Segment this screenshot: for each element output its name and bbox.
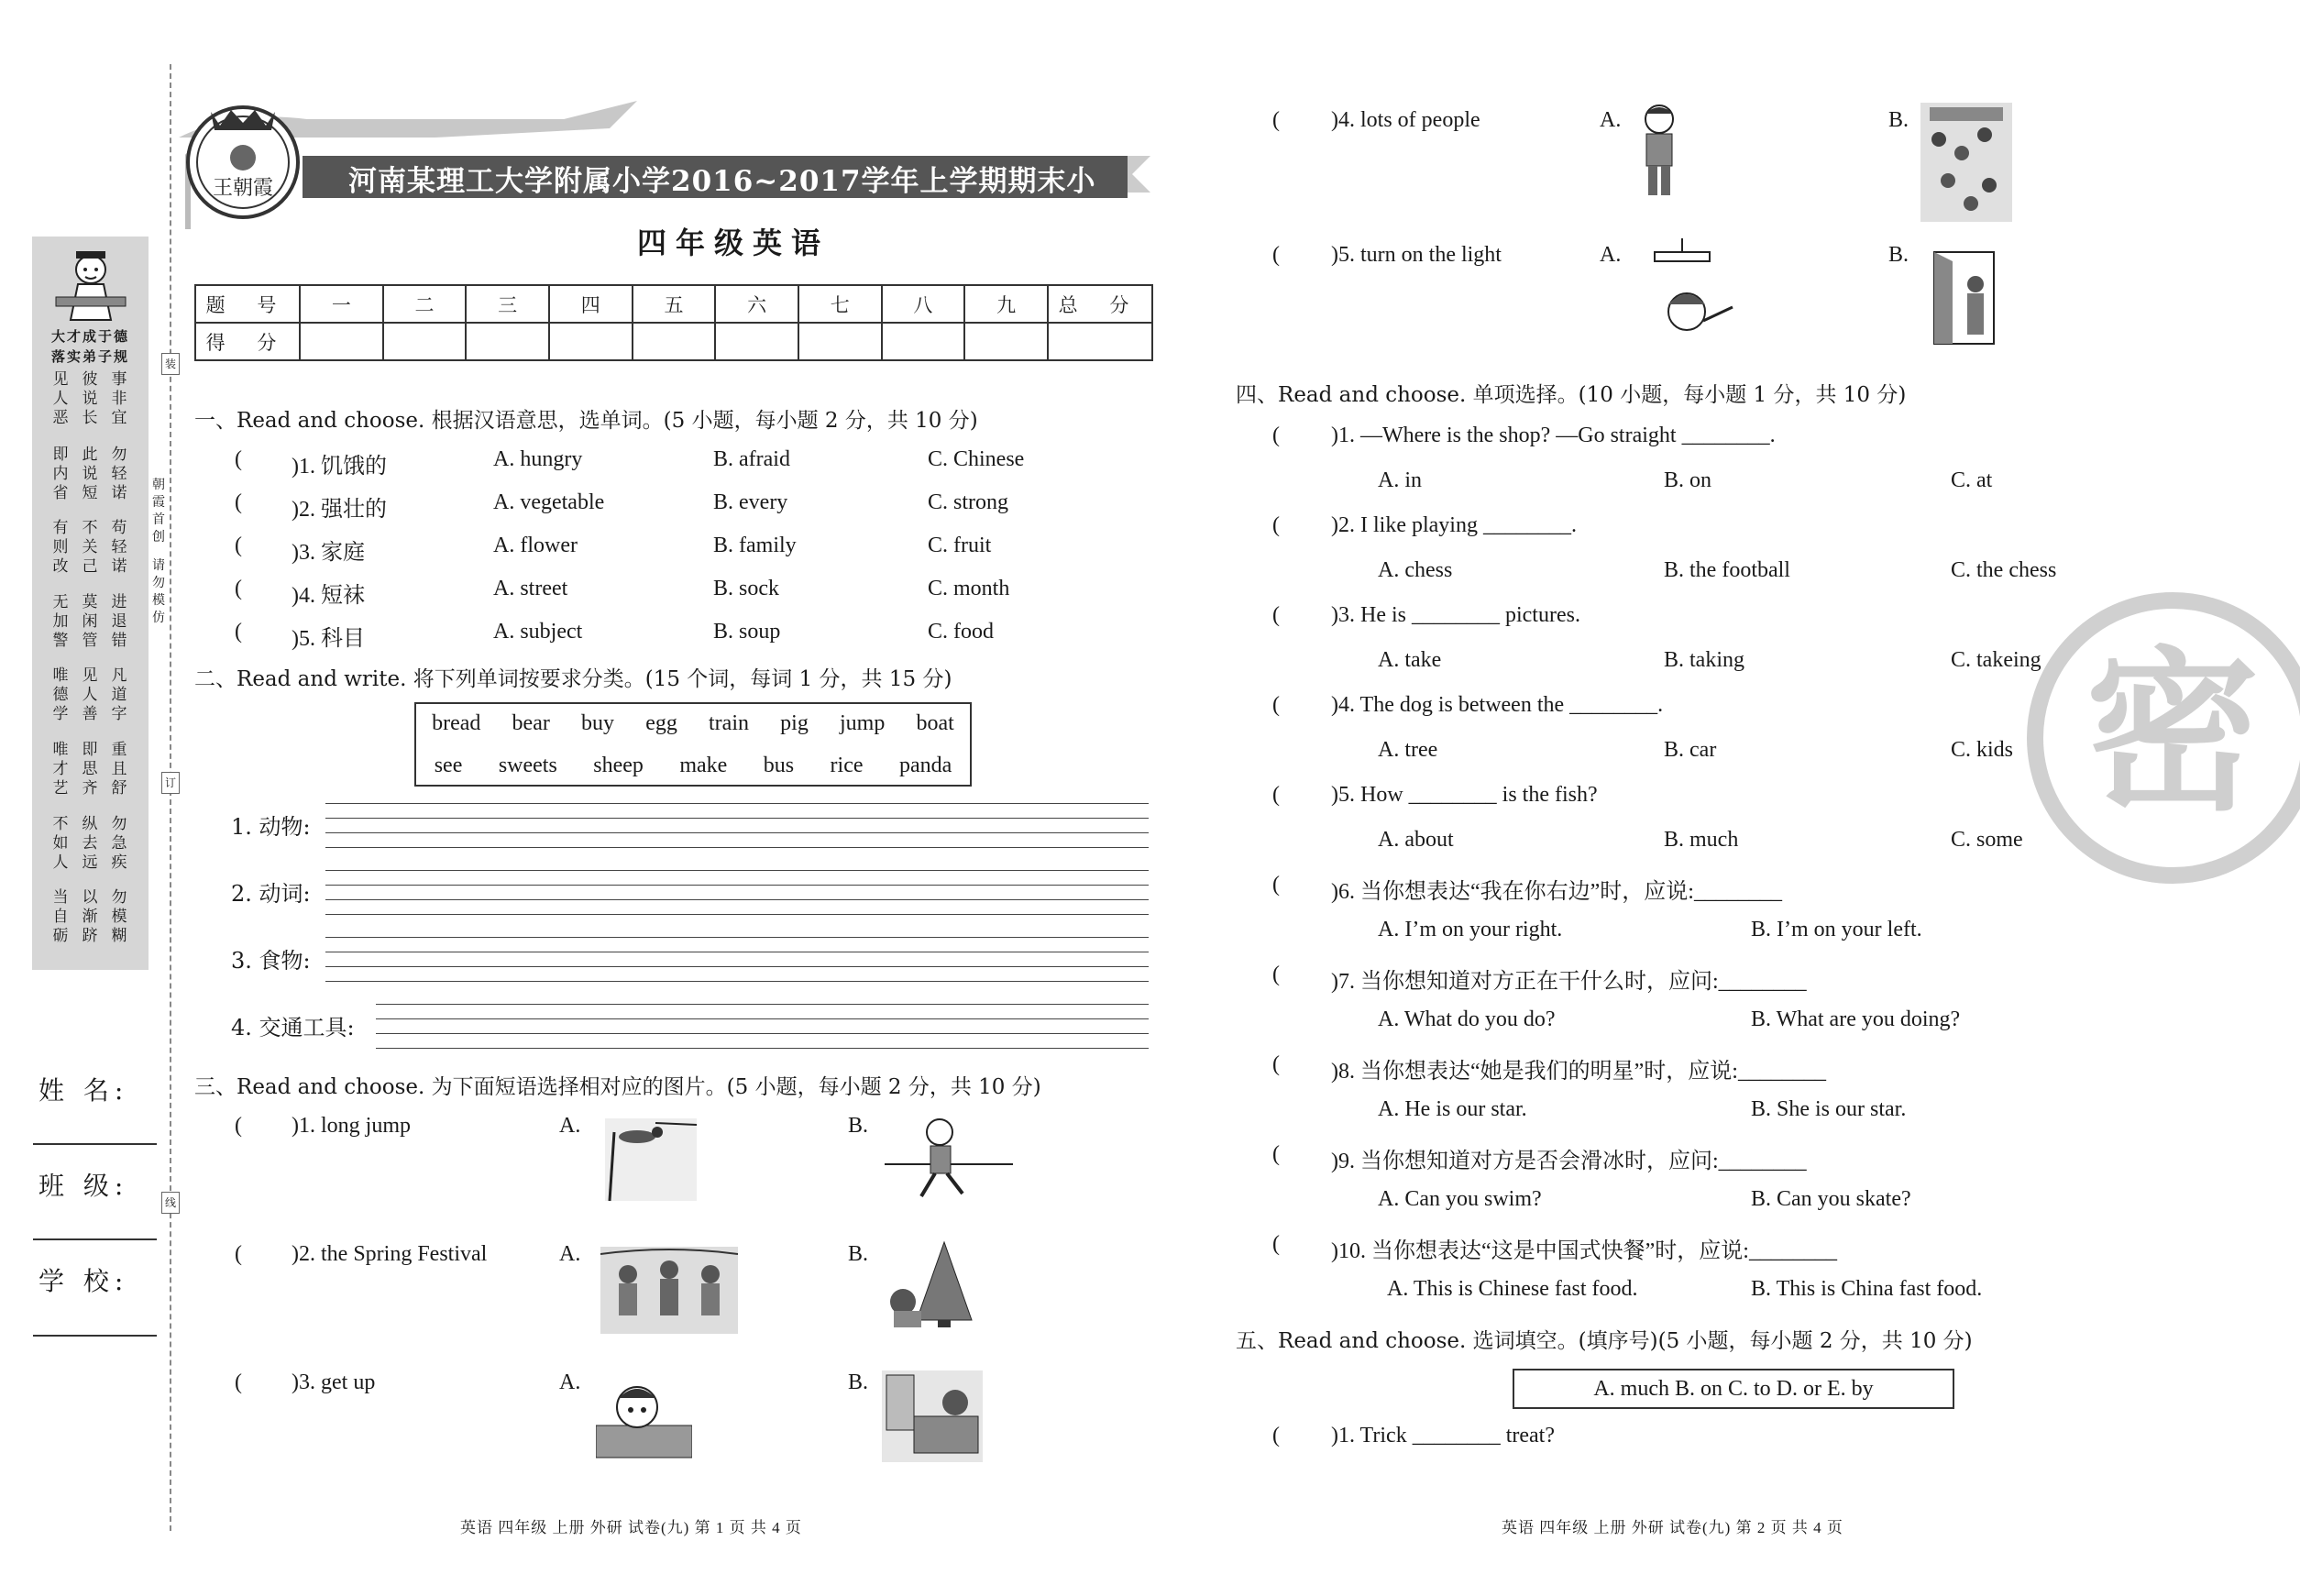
exam-title: 河南某理工大学附属小学2016~2017学年上学期期末小学素质教育检测试卷 (348, 165, 1096, 239)
motto-column: 即 内 省 (52, 446, 69, 502)
answer-paren[interactable]: ( (1272, 1232, 1280, 1256)
answer-paren[interactable]: ( (1272, 873, 1280, 897)
option-b: B. car (1664, 738, 1717, 762)
scholar-mascot-icon (45, 242, 137, 326)
subject-title: 四年级英语 (636, 226, 830, 260)
option-b: B. Can you skate? (1751, 1187, 1911, 1211)
word: jump (840, 711, 886, 735)
question-text: )7. 当你想知道对方正在干什么时，应问:________ (1331, 970, 1807, 994)
motto-column: 彼 说 长 (82, 370, 98, 427)
word: bus (763, 754, 795, 777)
score-header-cell: 九 (964, 285, 1048, 323)
question-text: )8. 当你想表达“她是我们的明星”时，应说:________ (1331, 1060, 1826, 1084)
motto-column: 勿 急 疾 (111, 815, 127, 872)
question-text: )6. 当你想表达“我在你右边”时，应说:________ (1331, 880, 1782, 904)
score-cell[interactable] (1048, 323, 1152, 360)
motto-column: 凡 道 字 (111, 666, 127, 723)
writing-line (325, 937, 1149, 938)
option-a: A. (559, 1242, 581, 1266)
word: sweets (498, 754, 557, 777)
question-text: )3. get up (292, 1370, 376, 1394)
section-1-title: 一、Read and choose. 根据汉语意思，选单词。(5 小题，每小题 2 分，共 10 分) (194, 409, 978, 433)
motto-column: 纵 去 远 (82, 815, 98, 872)
writing-line[interactable] (376, 1033, 1149, 1034)
option-b: B. every (713, 490, 788, 514)
boy-sleeping-picture (882, 1370, 983, 1462)
option-b: B. She is our star. (1751, 1097, 1907, 1121)
writing-line (325, 885, 1149, 886)
answer-paren[interactable]: ( (1272, 693, 1280, 717)
question-text: )1. 饥饿的 (292, 455, 387, 479)
category-label-animals: 1. 动物: (231, 814, 311, 840)
motto-column: 进 退 错 (111, 593, 127, 650)
answer-paren[interactable]: ( (1272, 1142, 1280, 1166)
motto-column: 莫 闲 管 (82, 593, 98, 650)
option-b: B. (848, 1242, 869, 1266)
option-a: A. street (493, 577, 568, 600)
score-header-cell: 三 (466, 285, 549, 323)
section-3-title: 三、Read and choose. 为下面短语选择相对应的图片。(5 小题，每小题 2 分，共 10 分) (194, 1075, 1041, 1099)
question-text: )1. Trick ________ treat? (1331, 1424, 1555, 1447)
writing-line[interactable] (325, 966, 1149, 967)
single-boy-picture (1632, 103, 1687, 199)
option-c: C. Chinese (928, 447, 1025, 471)
motto-column: 见 人 善 (82, 666, 98, 723)
word-bank-box (414, 702, 972, 787)
question-text: )4. lots of people (1331, 108, 1480, 132)
fill-in-options-box: A. much B. on C. to D. or E. by (1513, 1369, 1954, 1409)
question-text: )9. 当你想知道对方是否会滑冰时，应问:________ (1331, 1150, 1807, 1173)
writing-line (325, 803, 1149, 804)
option-b: B. the football (1664, 558, 1790, 582)
option-b: B. afraid (713, 447, 790, 471)
answer-paren[interactable]: ( (235, 534, 242, 557)
option-a: A. (1600, 108, 1622, 132)
motto-column: 事 非 宜 (111, 370, 127, 427)
motto-column: 见 人 恶 (52, 370, 69, 427)
name-label: 姓 名: (39, 1075, 129, 1106)
word: sheep (593, 754, 644, 777)
word-bank-row (416, 754, 970, 778)
answer-paren[interactable]: ( (235, 577, 242, 600)
option-c: C. some (1951, 828, 2023, 852)
option-b: B. much (1664, 828, 1739, 852)
score-cell[interactable] (300, 323, 383, 360)
word-bank-row (416, 711, 970, 736)
writing-line[interactable] (325, 899, 1149, 900)
option-c: C. fruit (928, 534, 992, 557)
option-a: A. Can you swim? (1378, 1187, 1542, 1211)
score-header-cell: 总 分 (1048, 285, 1152, 323)
question-text: )1. long jump (292, 1114, 411, 1138)
option-c: C. food (928, 620, 994, 644)
score-table-header-row (195, 285, 1152, 323)
seal-mark-zhuang: 装 (161, 353, 180, 375)
question-text: )3. He is ________ pictures. (1331, 603, 1580, 627)
option-a: A. take (1378, 648, 1442, 672)
score-table-score-row (195, 323, 1152, 360)
category-label-food: 3. 食物: (231, 948, 311, 974)
option-a: A. subject (493, 620, 583, 644)
boy-opening-door-picture (1925, 248, 2003, 348)
score-cell[interactable] (383, 323, 467, 360)
option-a: A. tree (1378, 738, 1438, 762)
writing-line (325, 847, 1149, 848)
option-b: B. What are you doing? (1751, 1007, 1961, 1031)
score-header-cell: 四 (549, 285, 633, 323)
score-table (194, 284, 1153, 361)
answer-paren[interactable]: ( (1272, 963, 1280, 986)
option-a: A. What do you do? (1378, 1007, 1556, 1031)
answer-paren[interactable]: ( (1272, 603, 1280, 627)
option-a: A. He is our star. (1378, 1097, 1527, 1121)
question-text: )5. 科目 (292, 627, 365, 651)
wangzhaoxia-logo-icon (183, 103, 303, 222)
motto-column: 不 如 人 (52, 815, 69, 872)
word: rice (830, 754, 864, 777)
option-b: B. on (1664, 468, 1712, 492)
option-b: B. (848, 1114, 869, 1138)
logo-text: 王朝霞 (212, 177, 274, 200)
writing-line (325, 981, 1149, 982)
option-b: B. This is China fast food. (1751, 1277, 1983, 1301)
question-text: )4. The dog is between the ________. (1331, 693, 1664, 717)
motto-column: 即 思 齐 (82, 741, 98, 798)
option-c: C. the chess (1951, 558, 2057, 582)
motto-column: 无 加 警 (52, 593, 69, 650)
option-c: C. kids (1951, 738, 2014, 762)
school-label: 学 校: (39, 1266, 129, 1296)
seal-mark-ding: 订 (161, 772, 180, 794)
motto-column: 有 则 改 (52, 519, 69, 576)
option-c: C. strong (928, 490, 1009, 514)
motto-column: 重 且 舒 (111, 741, 127, 798)
answer-paren[interactable]: ( (1272, 243, 1280, 267)
word: train (709, 711, 749, 735)
section-5-title: 五、Read and choose. 选词填空。(填序号)(5 小题，每小题 2 分，共 10 分) (1236, 1329, 1973, 1353)
writing-line (376, 1004, 1149, 1005)
option-a: A. (1600, 243, 1622, 267)
score-cell[interactable] (798, 323, 882, 360)
page-1-footer: 英语 四年级 上册 外研 试卷(九) 第 1 页 共 4 页 (460, 1519, 802, 1536)
option-a: A. in (1378, 468, 1422, 492)
long-jump-pole-vault-picture (600, 1114, 701, 1205)
score-cell[interactable] (715, 323, 798, 360)
writing-line (325, 870, 1149, 871)
boy-running-jump-picture (885, 1109, 1013, 1210)
option-a: A. vegetable (493, 490, 605, 514)
word: buy (581, 711, 615, 735)
option-b: B. I’m on your left. (1751, 918, 1922, 941)
answer-paren[interactable]: ( (1272, 424, 1280, 447)
boy-turning-on-lamp-picture (1632, 238, 1760, 347)
category-label-transport: 4. 交通工具: (231, 1015, 355, 1040)
question-text: )1. —Where is the shop? —Go straight ________. (1331, 424, 1776, 447)
motto-column: 苟 轻 诺 (111, 519, 127, 576)
question-text: )2. the Spring Festival (292, 1242, 488, 1266)
score-header-cell: 八 (882, 285, 965, 323)
option-a: A. (559, 1370, 581, 1394)
word: see (434, 754, 463, 777)
word: panda (898, 754, 952, 777)
score-header-cell: 二 (383, 285, 467, 323)
option-b: B. (1888, 243, 1909, 267)
section-4-title: 四、Read and choose. 单项选择。(10 小题，每小题 1 分，共 10 分) (1236, 383, 1907, 407)
page-2-footer: 英语 四年级 上册 外研 试卷(九) 第 2 页 共 4 页 (1502, 1519, 1843, 1536)
binding-dashed-line (170, 64, 171, 1531)
boy-waking-up-picture (596, 1375, 692, 1462)
writing-line[interactable] (325, 832, 1149, 833)
option-b: B. sock (713, 577, 779, 600)
answer-paren[interactable]: ( (235, 620, 242, 644)
answer-paren[interactable]: ( (1272, 1052, 1280, 1076)
writing-line (376, 1018, 1149, 1019)
option-a: A. chess (1378, 558, 1453, 582)
score-row-label: 得 分 (195, 323, 300, 360)
question-text: )2. 强壮的 (292, 498, 387, 522)
writing-line (376, 1048, 1149, 1049)
motto-column: 唯 德 学 (52, 666, 69, 723)
option-a: A. hungry (493, 447, 583, 471)
option-c: C. at (1951, 468, 1993, 492)
seal-mark-xian: 线 (161, 1192, 180, 1214)
motto-column: 以 渐 跻 (82, 888, 98, 945)
answer-paren[interactable]: ( (1272, 513, 1280, 537)
question-text: )4. 短袜 (292, 584, 365, 608)
motto-column: 不 关 己 (82, 519, 98, 576)
option-a: A. flower (493, 534, 578, 557)
option-b: B. (848, 1370, 869, 1394)
motto-column: 勿 轻 诺 (111, 446, 127, 502)
word: bread (432, 711, 481, 735)
answer-paren[interactable]: ( (235, 1242, 242, 1266)
option-a: A. about (1378, 828, 1454, 852)
option-b: B. (1888, 108, 1909, 132)
score-cell[interactable] (466, 323, 549, 360)
word: boat (916, 711, 954, 735)
score-header-cell: 题 号 (195, 285, 300, 323)
option-c: C. takeing (1951, 648, 2041, 672)
score-header-cell: 七 (798, 285, 882, 323)
family-celebration-picture (600, 1247, 738, 1334)
answer-paren[interactable]: ( (1272, 783, 1280, 807)
option-a: A. (559, 1114, 581, 1138)
writing-line (325, 818, 1149, 819)
answer-paren[interactable]: ( (235, 447, 242, 471)
question-text: )10. 当你想表达“这是中国式快餐”时，应说:________ (1331, 1239, 1837, 1263)
motto-column: 此 说 短 (82, 446, 98, 502)
answer-paren[interactable]: ( (1272, 108, 1280, 132)
section-2-title: 二、Read and write. 将下列单词按要求分类。(15 个词，每词 1 分，共 15 分) (194, 667, 952, 691)
copyright-notice: 朝 霞 首 创 请 勿 模 仿 (152, 478, 165, 625)
motto-column: 唯 才 艺 (52, 741, 69, 798)
question-text: )2. I like playing ________. (1331, 513, 1577, 537)
score-cell[interactable] (964, 323, 1048, 360)
score-header-cell: 六 (715, 285, 798, 323)
confidential-seal-watermark (2021, 587, 2300, 889)
word: pig (780, 711, 809, 735)
question-text: )5. turn on the light (1331, 243, 1502, 267)
score-cell[interactable] (549, 323, 633, 360)
class-field[interactable] (33, 1238, 157, 1240)
answer-paren[interactable]: ( (1272, 1424, 1280, 1447)
score-cell[interactable] (633, 323, 716, 360)
word: bear (512, 711, 550, 735)
motto-column: 当 自 砺 (52, 888, 69, 945)
motto-column: 勿 模 糊 (111, 888, 127, 945)
answer-paren[interactable]: ( (235, 1114, 242, 1138)
motto-line-2: 落实弟子规 (50, 348, 129, 365)
question-text: )3. 家庭 (292, 541, 365, 565)
question-text: )5. How ________ is the fish? (1331, 783, 1598, 807)
christmas-tree-picture (885, 1238, 985, 1329)
option-a: A. This is Chinese fast food. (1387, 1277, 1638, 1301)
score-cell[interactable] (882, 323, 965, 360)
school-field[interactable] (33, 1335, 157, 1337)
class-label: 班 级: (39, 1171, 129, 1201)
writing-line (325, 914, 1149, 915)
option-b: B. taking (1664, 648, 1744, 672)
category-label-verbs: 2. 动词: (231, 881, 311, 907)
answer-paren[interactable]: ( (235, 1370, 242, 1394)
name-field[interactable] (33, 1143, 157, 1145)
option-b: B. soup (713, 620, 781, 644)
option-a: A. I’m on your right. (1378, 918, 1563, 941)
option-c: C. month (928, 577, 1010, 600)
word: make (679, 754, 728, 777)
score-header-cell: 五 (633, 285, 716, 323)
motto-line-1: 大才成于德 (50, 328, 129, 345)
word: egg (645, 711, 677, 735)
score-header-cell: 一 (300, 285, 383, 323)
answer-paren[interactable]: ( (235, 490, 242, 514)
watermark-text: 密 (2085, 632, 2261, 834)
option-b: B. family (713, 534, 797, 557)
crowd-of-people-picture (1920, 103, 2012, 222)
